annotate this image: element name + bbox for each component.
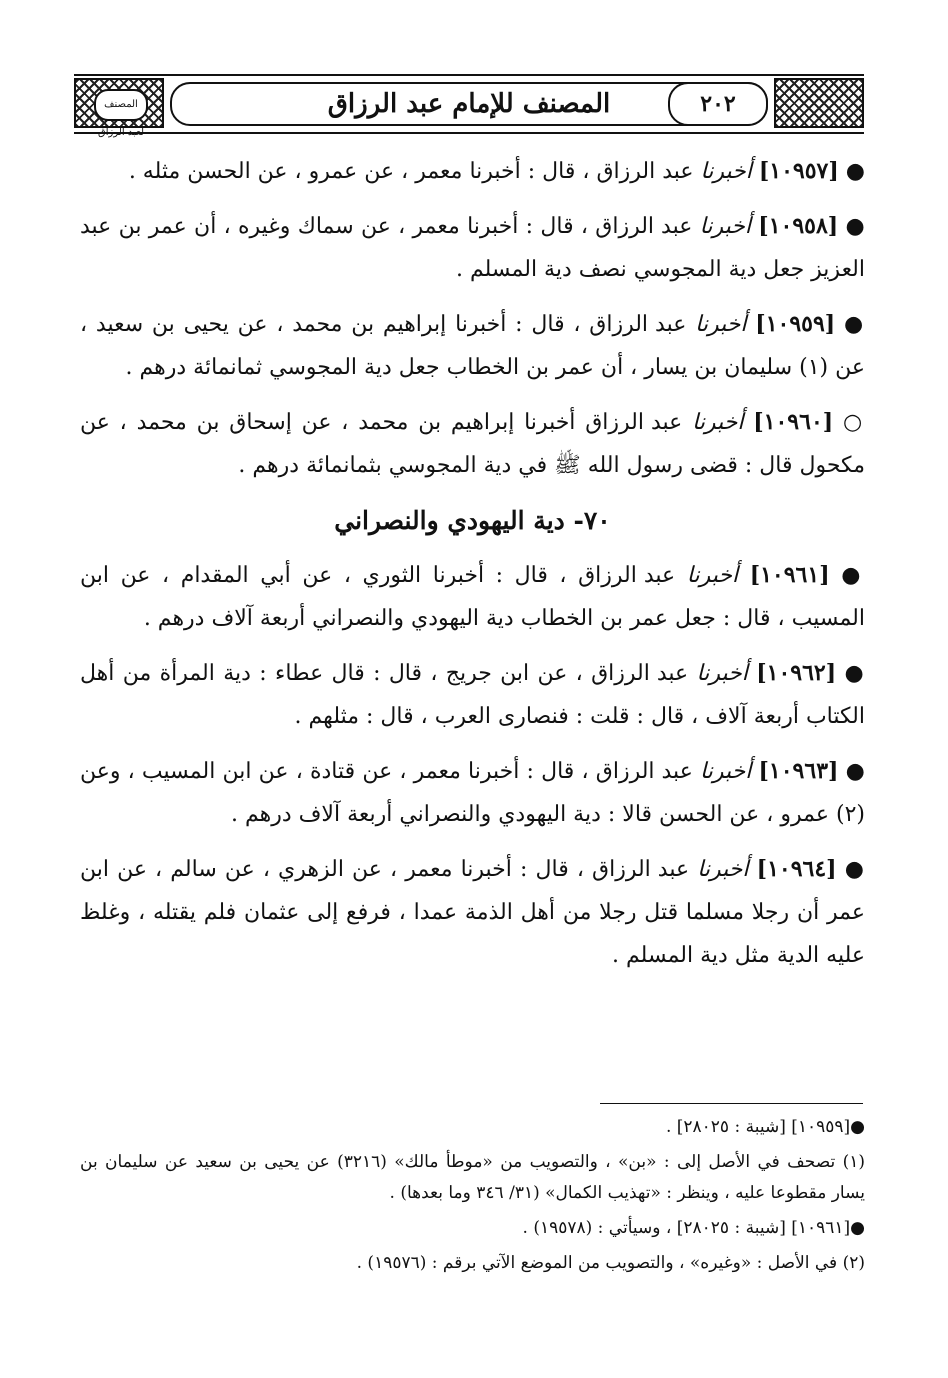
footnote: (١) تصحف في الأصل إلى : «بن» ، والتصويب من «موطأ مالك» (٣٢١٦) عن يحيى بن سعيد عن سليمان بن يسار مقطوعا عليه ، وينظر : «تهذيب الكمال» (٣١/ ٣٤٦ وما بعدها) . <box>80 1152 865 1203</box>
hadith-entry <box>80 848 865 977</box>
entry-bullet: ● <box>841 562 866 588</box>
hadith-entry <box>80 303 865 389</box>
entry-number: [١٠٩٦٤] <box>756 856 837 882</box>
page-title: المصنف للإمام عبد الرزاق <box>327 89 611 119</box>
entry-bullet: ● <box>844 856 865 882</box>
entry-bullet: ● <box>844 660 866 686</box>
header-bottom-rule <box>74 132 864 134</box>
entry-number: [١٠٩٦٠] <box>753 409 834 435</box>
entry-akhbarana: أخبرنا <box>700 759 752 784</box>
entry-number: [١٠٩٦٣] <box>758 758 839 784</box>
entry-text: عبد الرزاق ، قال : أخبرنا إبراهيم بن محمد ، عن يحيى بن سعيد ، عن (١) سليمان بن يسار ، أن عمر بن الخطاب جعل دية المجوسي ثمانمائة درهم . <box>80 312 865 380</box>
section-heading: ٧٠- دية اليهودي والنصراني <box>334 506 611 535</box>
page-header <box>74 78 864 138</box>
page-number: ٢٠٢ <box>668 82 768 126</box>
hadith-entry <box>80 150 865 193</box>
entry-text: عبد الرزاق ، قال : أخبرنا الثوري ، عن أبي المقدام ، عن ابن المسيب ، قال : جعل عمر بن الخطاب دية اليهودي والنصراني أربعة آلاف درهم . <box>80 563 865 631</box>
entry-number: [١٠٩٥٨] <box>758 213 839 239</box>
entry-text: عبد الرزاق أخبرنا إبراهيم بن محمد ، عن إسحاق بن محمد ، عن مكحول قال : قضى رسول الله ﷺ في دية المجوسي بثمانمائة درهم . <box>80 410 865 478</box>
entry-bullet: ● <box>845 758 865 784</box>
entry-text: عبد الرزاق ، قال : أخبرنا معمر ، عن عمرو ، عن الحسن مثله . <box>128 159 694 184</box>
footnote-separator <box>600 1103 863 1104</box>
entry-bullet: ○ <box>843 409 866 435</box>
body-text <box>80 150 865 989</box>
entry-text: عبد الرزاق ، قال : أخبرنا معمر ، عن سماك وغيره ، أن عمر بن عبد العزيز جعل دية المجوسي نصف دية المسلم . <box>80 214 865 282</box>
footnote: ●[١٠٩٦١] [شيبة : ٢٨٠٢٥] ، وسيأتي : (١٩٥٧٨) . <box>522 1218 865 1238</box>
hadith-entry <box>80 401 865 487</box>
entry-akhbarana: أخبرنا <box>686 563 739 588</box>
hadith-entry <box>80 652 865 738</box>
footnote: (٢) في الأصل : «وغيره» ، والتصويب من الموضع الآتي برقم : (١٩٥٧٦) . <box>356 1253 865 1273</box>
entry-akhbarana: أخبرنا <box>697 857 749 882</box>
header-ornament-left <box>74 78 164 138</box>
entry-bullet: ● <box>845 213 865 239</box>
entry-akhbarana: أخبرنا <box>696 661 748 686</box>
ornament-label: المصنف لعبد الرزاق <box>94 89 148 121</box>
entry-number: [١٠٩٦٢] <box>756 660 837 686</box>
hadith-entry <box>80 205 865 291</box>
entry-akhbarana: أخبرنا <box>692 410 744 435</box>
entry-akhbarana: أخبرنا <box>695 312 747 337</box>
entry-number: [١٠٩٥٩] <box>755 311 836 337</box>
entry-text: عبد الرزاق ، قال : أخبرنا معمر ، عن قتادة ، عن ابن المسيب ، وعن (٢) عمرو ، عن الحسن قالا : دية اليهودي والنصراني أربعة آلاف درهم . <box>80 759 865 827</box>
hadith-entry <box>80 750 865 836</box>
footnotes <box>80 1112 865 1283</box>
entry-akhbarana: أخبرنا <box>699 214 751 239</box>
entry-text: عبد الرزاق ، عن ابن جريج ، قال : قال عطاء : دية المرأة من أهل الكتاب أربعة آلاف ، قال : قلت : فنصارى العرب ، قال : مثلهم . <box>80 661 865 729</box>
entry-number: [١٠٩٥٧] <box>758 158 839 184</box>
entry-bullet: ● <box>845 158 865 184</box>
entry-text: عبد الرزاق ، قال : أخبرنا معمر ، عن الزهري ، عن سالم ، عن ابن عمر أن رجلا مسلما قتل رجلا من أهل الذمة عمدا ، فرفع إلى عثمان فلم يقتله ، وغلظ عليه الدية مثل دية المسلم . <box>80 857 865 968</box>
footnote: ●[١٠٩٥٩] [شيبة : ٢٨٠٢٥] . <box>665 1117 865 1137</box>
entry-akhbarana: أخبرنا <box>700 159 752 184</box>
entry-number: [١٠٩٦١] <box>749 562 830 588</box>
entry-bullet: ● <box>844 311 865 337</box>
header-top-rule <box>74 74 864 76</box>
header-ornament-right <box>774 78 864 128</box>
hadith-entry <box>80 554 865 640</box>
